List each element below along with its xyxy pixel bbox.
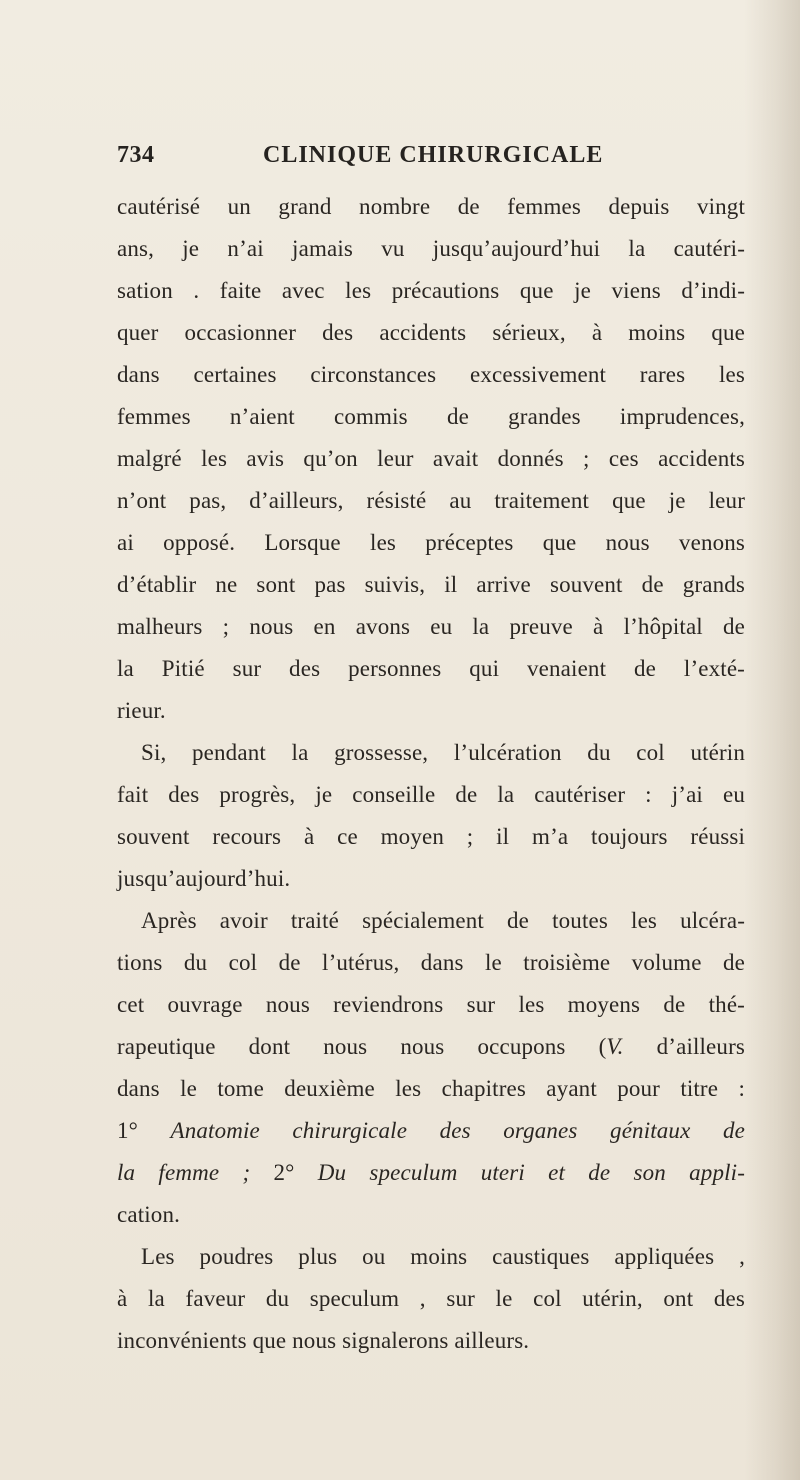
text-segment: rapeutique dont nous nous occupons ( bbox=[117, 1034, 607, 1059]
text-line: Après avoir traité spécialement de toutes les ulcéra- bbox=[141, 908, 745, 933]
running-title: CLINIQUE CHIRURGICALE bbox=[263, 142, 604, 168]
text-line: fait des progrès, je conseille de la cautériser : j’ai eu bbox=[117, 782, 745, 807]
text-segment: 1° bbox=[117, 1118, 171, 1143]
page-header bbox=[117, 140, 747, 180]
text-line: tions du col de l’utérus, dans le troisième volume de bbox=[117, 950, 745, 975]
italic-segment: la femme ; bbox=[117, 1160, 251, 1185]
text-line: malheurs ; nous en avons eu la preuve à l’hôpital de bbox=[117, 614, 745, 639]
text-line bbox=[117, 1026, 745, 1068]
text-segment: d’ailleurs bbox=[623, 1034, 745, 1059]
text-line: quer occasionner des accidents sérieux, à moins que bbox=[117, 320, 745, 345]
text-line: souvent recours à ce moyen ; il m’a toujours réussi bbox=[117, 824, 745, 849]
italic-segment: V. bbox=[606, 1034, 624, 1059]
text-line: n’ont pas, d’ailleurs, résisté au traitement que je leur bbox=[117, 488, 745, 513]
text-line: femmes n’aient commis de grandes imprudences, bbox=[117, 404, 745, 429]
text-line: sation . faite avec les précautions que je viens d’indi- bbox=[117, 278, 745, 303]
text-line: cet ouvrage nous reviendrons sur les moyens de thé- bbox=[117, 992, 745, 1017]
text-line: jusqu’aujourd’hui. bbox=[117, 866, 291, 891]
text-line: ans, je n’ai jamais vu jusqu’aujourd’hui la cautéri- bbox=[117, 236, 745, 261]
text-line: dans certaines circonstances excessivement rares les bbox=[117, 362, 745, 387]
text-line: dans le tome deuxième les chapitres ayant pour titre : bbox=[117, 1076, 745, 1101]
text-line: cation. bbox=[117, 1202, 180, 1227]
text-line: Les poudres plus ou moins caustiques appliquées , bbox=[141, 1244, 745, 1269]
text-segment: 2° bbox=[250, 1160, 318, 1185]
text-line: inconvénients que nous signalerons ailleurs. bbox=[117, 1328, 530, 1353]
page-number: 734 bbox=[117, 142, 155, 168]
text-line: d’établir ne sont pas suivis, il arrive souvent de grands bbox=[117, 572, 745, 597]
text-line: ai opposé. Lorsque les préceptes que nous venons bbox=[117, 530, 745, 555]
text-line: la Pitié sur des personnes qui venaient de l’exté- bbox=[117, 656, 745, 681]
text-line: cautérisé un grand nombre de femmes depuis vingt bbox=[117, 194, 745, 219]
text-line bbox=[117, 1110, 745, 1152]
text-line bbox=[117, 1152, 745, 1194]
text-line: malgré les avis qu’on leur avait donnés ; ces accidents bbox=[117, 446, 745, 471]
text-line: rieur. bbox=[117, 698, 166, 723]
body-text bbox=[117, 186, 745, 1362]
text-line: à la faveur du speculum , sur le col utérin, ont des bbox=[117, 1286, 745, 1311]
italic-segment: Anatomie chirurgicale des organes génitaux de bbox=[170, 1118, 745, 1143]
text-line: Si, pendant la grossesse, l’ulcération du col utérin bbox=[141, 740, 745, 765]
italic-segment: Du speculum uteri et de son appli- bbox=[317, 1160, 745, 1185]
